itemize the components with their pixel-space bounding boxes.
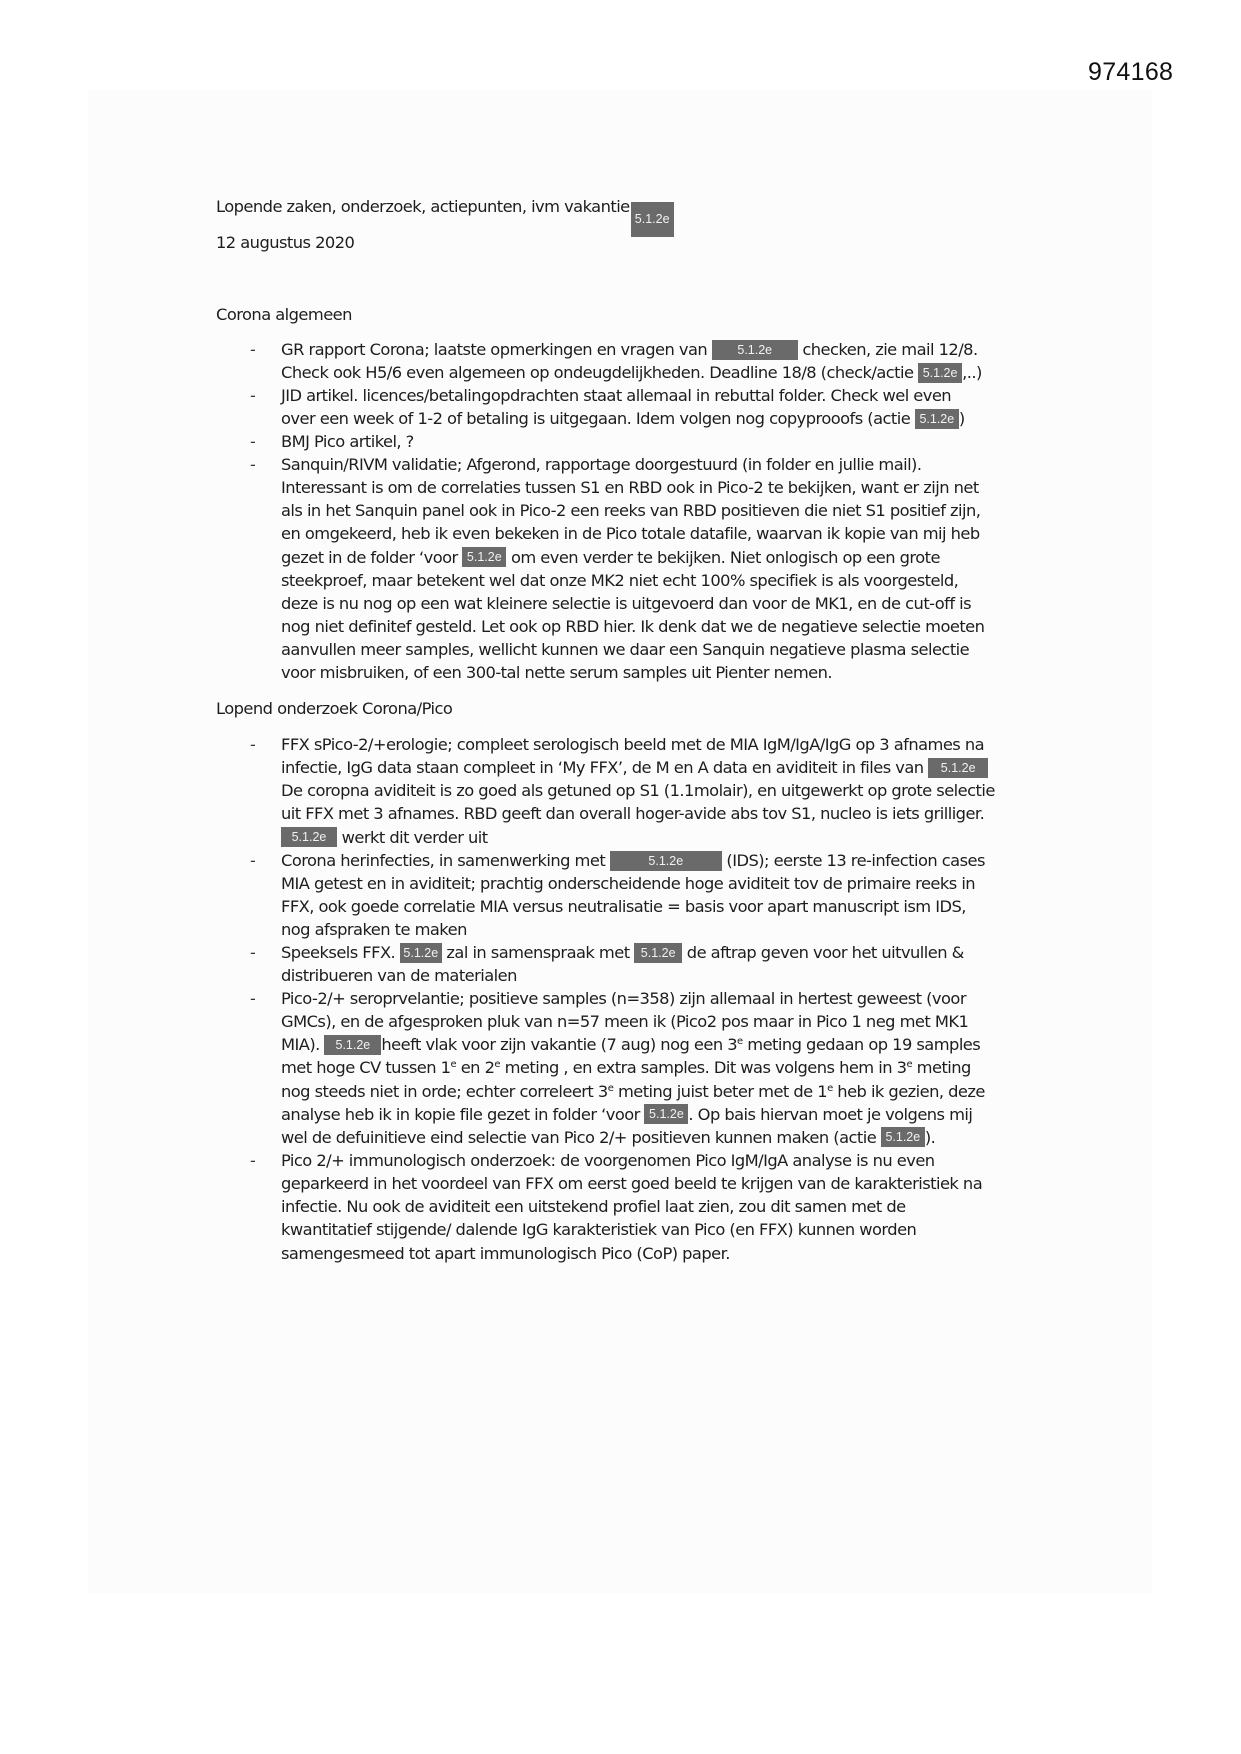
- text-run: de aftrap geven voor het uitvullen &: [682, 943, 964, 962]
- text-run: JID artikel. licences/betalingopdrachten staat allemaal in rebuttal folder. Check wel even: [281, 386, 952, 405]
- list-item-line: [281, 1219, 916, 1241]
- list-item-line: [281, 1104, 972, 1126]
- list-item-line: [281, 339, 978, 361]
- text-run: werkt dit verder uit: [337, 827, 488, 847]
- list-item-line: [281, 523, 980, 545]
- list-item-line: [281, 896, 966, 918]
- memo-title-text: Lopende zaken, onderzoek, actiepunten, ivm vakantie: [216, 197, 630, 216]
- list-item-line: [281, 965, 517, 987]
- list-item-line: [281, 593, 971, 615]
- document-number: 974168: [1088, 58, 1174, 86]
- list-item-line: [281, 500, 980, 522]
- redaction-box: 5.1.2e: [712, 340, 798, 360]
- text-run: Pico-2/+ seroprvelantie; positieve samples (n=358) zijn allemaal in hertest geweest (voor: [281, 989, 966, 1008]
- list-item-line: [281, 362, 982, 384]
- bullet-marker: -: [250, 851, 256, 870]
- text-run: nog afspraken te maken: [281, 920, 467, 940]
- list-item-line: [281, 942, 964, 964]
- section-heading: Lopend onderzoek Corona/Pico: [216, 699, 453, 718]
- text-run: om even verder te bekijken. Niet onlogisch op een grote: [506, 547, 940, 567]
- list-item-line: [281, 1081, 985, 1103]
- list-item-line: [281, 734, 984, 756]
- list-item-line: [281, 988, 966, 1010]
- text-run: MIA).: [281, 1035, 325, 1055]
- list-item-line: [281, 757, 988, 779]
- list-item-line: [281, 1243, 730, 1265]
- text-run: nog steeds niet in orde; echter correleert 3e meting juist beter met de 1e heb ik gezien, deze: [281, 1081, 985, 1101]
- list-item-line: [281, 662, 832, 684]
- text-run: wel de defuinitieve eind selectie van Pico 2/+ positieven kunnen maken (actie: [281, 1127, 881, 1147]
- text-run: GMCs), en de afgesproken pluk van n=57 meen ik (Pico2 pos maar in Pico 1 neg met MK1: [281, 1012, 969, 1032]
- redaction-box: 5.1.2e: [881, 1127, 925, 1147]
- text-run: steekproef, maar betekent wel dat onze MK2 niet echt 100% specifiek is als voorgesteld,: [281, 570, 959, 590]
- list-item-line: [281, 570, 958, 592]
- text-run: checken, zie mail 12/8.: [797, 340, 978, 359]
- redaction-box: 5.1.2e: [281, 827, 337, 847]
- list-item-line: [281, 1057, 971, 1079]
- text-run: Speeksels FFX.: [281, 943, 400, 962]
- list-item-line: [281, 454, 922, 476]
- list-item-line: [281, 477, 979, 499]
- text-run: MIA getest en in aviditeit; prachtig onderscheidende hoge aviditeit tov de primaire reeks in: [281, 874, 976, 894]
- text-run: ,..): [962, 363, 982, 383]
- redaction-box: 5.1.2e: [400, 943, 442, 963]
- list-item-line: [281, 408, 965, 430]
- text-run: als in het Sanquin panel ook in Pico-2 een reeks van RBD positieven die niet S1 positief zijn,: [281, 501, 981, 521]
- text-run: voor misbruiken, of een 300-tal nette serum samples uit Pienter nemen.: [281, 663, 832, 683]
- text-run: Pico 2/+ immunologisch onderzoek: de voorgenomen Pico IgM/IgA analyse is nu even: [281, 1151, 935, 1170]
- text-run: ).: [924, 1127, 936, 1147]
- text-run: De coropna aviditeit is zo goed als getuned op S1 (1.1molair), en uitgewerkt op grote selectie: [281, 781, 995, 801]
- text-run: heeft vlak voor zijn vakantie (7 aug) nog een 3e meting gedaan op 19 samples: [381, 1035, 981, 1055]
- text-run: geparkeerd in het voordeel van FFX om eerst goed beeld te krijgen van de karakteristiek na: [281, 1174, 983, 1194]
- text-run: analyse heb ik in kopie file gezet in folder ‘voor: [281, 1104, 645, 1124]
- section-heading: Corona algemeen: [216, 305, 352, 324]
- text-run: (IDS); eerste 13 re-infection cases: [721, 851, 985, 870]
- text-run: met hoge CV tussen 1e en 2e meting , en extra samples. Dit was volgens hem in 3e meting: [281, 1058, 971, 1078]
- text-run: BMJ Pico artikel, ?: [281, 432, 414, 451]
- redaction-box: 5.1.2e: [462, 547, 506, 567]
- list-item-line: [281, 385, 951, 407]
- redaction-box: 5.1.2e: [634, 943, 682, 963]
- text-run: Corona herinfecties, in samenwerking met: [281, 851, 610, 870]
- list-item-line: [281, 1034, 980, 1056]
- list-item-line: [281, 1127, 935, 1149]
- text-run: . Op bais hiervan moet je volgens mij: [688, 1104, 973, 1124]
- list-item-line: [281, 850, 985, 872]
- memo-date: 12 augustus 2020: [216, 233, 355, 252]
- bullet-marker: -: [250, 1151, 256, 1170]
- redaction-box: 5.1.2e: [610, 851, 722, 871]
- list-item-line: [281, 827, 488, 849]
- text-run: over een week of 1-2 of betaling is uitgegaan. Idem volgen nog copyprooofs (actie: [281, 409, 915, 429]
- text-run: gezet in de folder ‘voor: [281, 547, 463, 567]
- redaction-box: 5.1.2e: [918, 363, 962, 383]
- redaction-box: 5.1.2e: [928, 758, 988, 778]
- bullet-marker: -: [250, 455, 256, 474]
- bullet-marker: -: [250, 340, 256, 359]
- text-run: uit FFX met 3 afnames. RBD geeft dan overall hoger-avide abs tov S1, nucleo is iets grilliger.: [281, 804, 985, 824]
- text-run: ): [958, 409, 965, 429]
- redaction-box: 5.1.2e: [631, 202, 674, 237]
- list-item-line: [281, 780, 995, 802]
- bullet-marker: -: [250, 386, 256, 405]
- redaction-box: 5.1.2e: [324, 1035, 381, 1055]
- redaction-box: 5.1.2e: [915, 409, 959, 429]
- list-item-line: [281, 919, 467, 941]
- redaction-box: 5.1.2e: [644, 1104, 688, 1124]
- list-item-line: [281, 1173, 982, 1195]
- bullet-marker: -: [250, 989, 256, 1008]
- text-run: FFX, ook goede correlatie MIA versus neutralisatie = basis voor apart manuscript ism IDS,: [281, 897, 966, 917]
- text-run: kwantitatief stijgende/ dalende IgG karakteristiek van Pico (en FFX) kunnen worden: [281, 1220, 917, 1240]
- text-run: infectie. Nu ook de aviditeit een uitstekend profiel laat zien, zou dit samen met de: [281, 1197, 906, 1217]
- list-item-line: [281, 616, 984, 638]
- text-run: Interessant is om de correlaties tussen S1 en RBD ook in Pico-2 te bekijken, want er zijn net: [281, 478, 979, 498]
- bullet-marker: -: [250, 943, 256, 962]
- list-item-line: [281, 1196, 906, 1218]
- text-run: Sanquin/RIVM validatie; Afgerond, rapportage doorgestuurd (in folder en jullie mail).: [281, 455, 922, 474]
- text-run: FFX sPico-2/+erologie; compleet serologisch beeld met de MIA IgM/IgA/IgG op 3 afnames na: [281, 735, 985, 754]
- text-run: deze is nu nog op een wat kleinere selectie is uitgevoerd dan voor de MK1, en de cut-off is: [281, 593, 972, 613]
- list-item-line: [281, 803, 984, 825]
- text-run: samengesmeed tot apart immunologisch Pico (CoP) paper.: [281, 1243, 730, 1263]
- list-item-line: [281, 1150, 935, 1172]
- bullet-marker: -: [250, 735, 256, 754]
- text-run: en omgekeerd, heb ik even bekeken in de Pico totale datafile, waarvan ik kopie van mij heb: [281, 524, 980, 544]
- list-item-line: [281, 1011, 968, 1033]
- list-item-line: [281, 639, 969, 661]
- list-item-line: [281, 547, 940, 569]
- text-run: aanvullen meer samples, wellicht kunnen we daar een Sanquin negatieve plasma selectie: [281, 640, 970, 660]
- text-run: Check ook H5/6 even algemeen op ondeugdelijkheden. Deadline 18/8 (check/actie: [281, 363, 919, 383]
- text-run: GR rapport Corona; laatste opmerkingen en vragen van: [281, 340, 712, 359]
- list-item-line: [281, 431, 414, 453]
- list-item-line: [281, 873, 975, 895]
- text-run: nog niet definitef gesteld. Let ook op RBD hier. Ik denk dat we de negatieve selectie moeten: [281, 617, 985, 637]
- text-run: zal in samenspraak met: [441, 943, 635, 962]
- text-run: infectie, IgG data staan compleet in ‘My FFX’, de M en A data en aviditeit in files van: [281, 758, 929, 778]
- memo-title: [216, 196, 674, 237]
- bullet-marker: -: [250, 432, 256, 451]
- text-run: distribueren van de materialen: [281, 966, 517, 986]
